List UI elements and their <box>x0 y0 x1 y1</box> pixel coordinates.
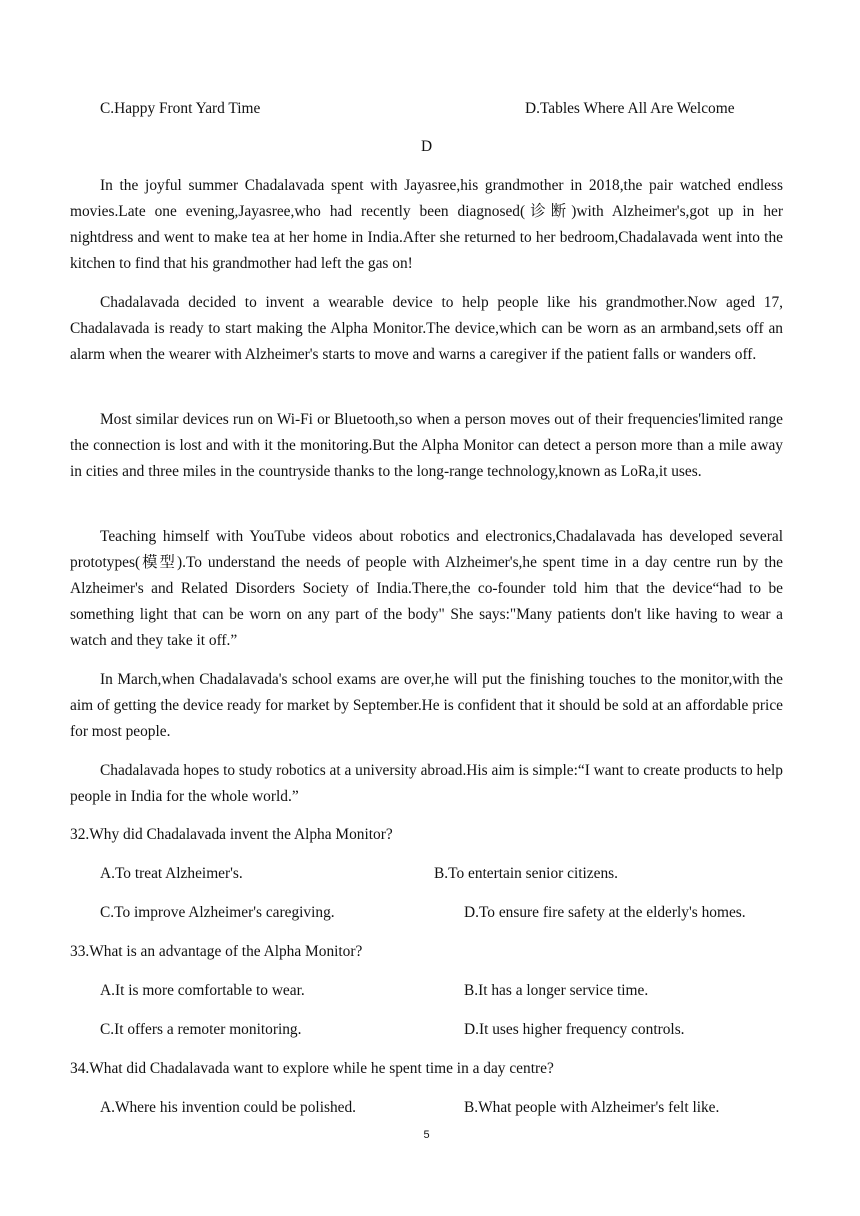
passage-paragraph-6: Chadalavada hopes to study robotics at a university abroad.His aim is simple:“I want to create products to help people in India for the whole world.” <box>70 762 783 805</box>
passage-paragraph-4: Teaching himself with YouTube videos about robotics and electronics,Chadalavada has developed several prototypes(模型).To understand the needs of people with Alzheimer's,he spent time in a day centre run by the Alzheimer's and Related Disorders Society of India.There,the co-founder told him that the device“had to be something light that can be worn on any part of the body" She says:"Many patients don't like having to wear a watch and they take it off.” <box>70 528 783 649</box>
question-32-option-b: B.To entertain senior citizens. <box>434 865 618 882</box>
question-33-option-d: D.It uses higher frequency controls. <box>464 1021 685 1038</box>
question-33-options-row-2 <box>70 1019 783 1041</box>
question-33-stem: 33.What is an advantage of the Alpha Monitor? <box>70 943 363 960</box>
page-number: 5 <box>423 1129 430 1141</box>
passage-paragraph-2: Chadalavada decided to invent a wearable device to help people like his grandmother.Now aged 17, Chadalavada is ready to start making the Alpha Monitor.The device,which can be worn as an armband,sets off an alarm when the wearer with Alzheimer's starts to move and warns a caregiver if the patient falls or wanders off. <box>70 294 783 363</box>
passage-paragraph-3: Most similar devices run on Wi-Fi or Bluetooth,so when a person moves out of their frequencies'limited range the connection is lost and with it the monitoring.But the Alpha Monitor can detect a person more than a mile away in cities and three miles in the countryside thanks to the long-range technology,known as LoRa,it uses. <box>70 411 783 480</box>
document-page <box>70 0 783 1216</box>
option-d: D.Tables Where All Are Welcome <box>525 100 735 117</box>
question-34-stem: 34.What did Chadalavada want to explore while he spent time in a day centre? <box>70 1060 554 1077</box>
question-33-option-a: A.It is more comfortable to wear. <box>100 982 305 999</box>
passage-paragraph-1: In the joyful summer Chadalavada spent with Jayasree,his grandmother in 2018,the pair watched endless movies.Late one evening,Jayasree,who had recently been diagnosed(诊断)with Alzheimer's,got up in her nightdress and went to make tea at her home in India.After she returned to her bedroom,Chadalavada went into the kitchen to find that his grandmother had left the gas on! <box>70 177 783 272</box>
section-letter: D <box>420 138 433 155</box>
question-32-option-c: C.To improve Alzheimer's caregiving. <box>100 904 335 921</box>
question-33-option-b: B.It has a longer service time. <box>464 982 649 999</box>
question-32-option-d: D.To ensure fire safety at the elderly's homes. <box>464 904 746 921</box>
question-32-option-a: A.To treat Alzheimer's. <box>100 865 243 882</box>
question-33-option-c: C.It offers a remoter monitoring. <box>100 1021 302 1038</box>
question-32-options-row-1 <box>70 863 783 885</box>
question-32-options-row-2 <box>70 902 783 924</box>
prev-options-row <box>70 98 783 120</box>
question-32-stem: 32.Why did Chadalavada invent the Alpha Monitor? <box>70 826 393 843</box>
option-c: C.Happy Front Yard Time <box>100 100 261 117</box>
question-34-option-a: A.Where his invention could be polished. <box>100 1099 357 1116</box>
question-34-option-b: B.What people with Alzheimer's felt like. <box>464 1099 720 1116</box>
passage-paragraph-5: In March,when Chadalavada's school exams are over,he will put the finishing touches to the monitor,with the aim of getting the device ready for market by September.He is confident that it should be sold at an affordable price for most people. <box>70 671 783 740</box>
question-34-options-row-1 <box>70 1097 783 1119</box>
question-33-options-row-1 <box>70 980 783 1002</box>
